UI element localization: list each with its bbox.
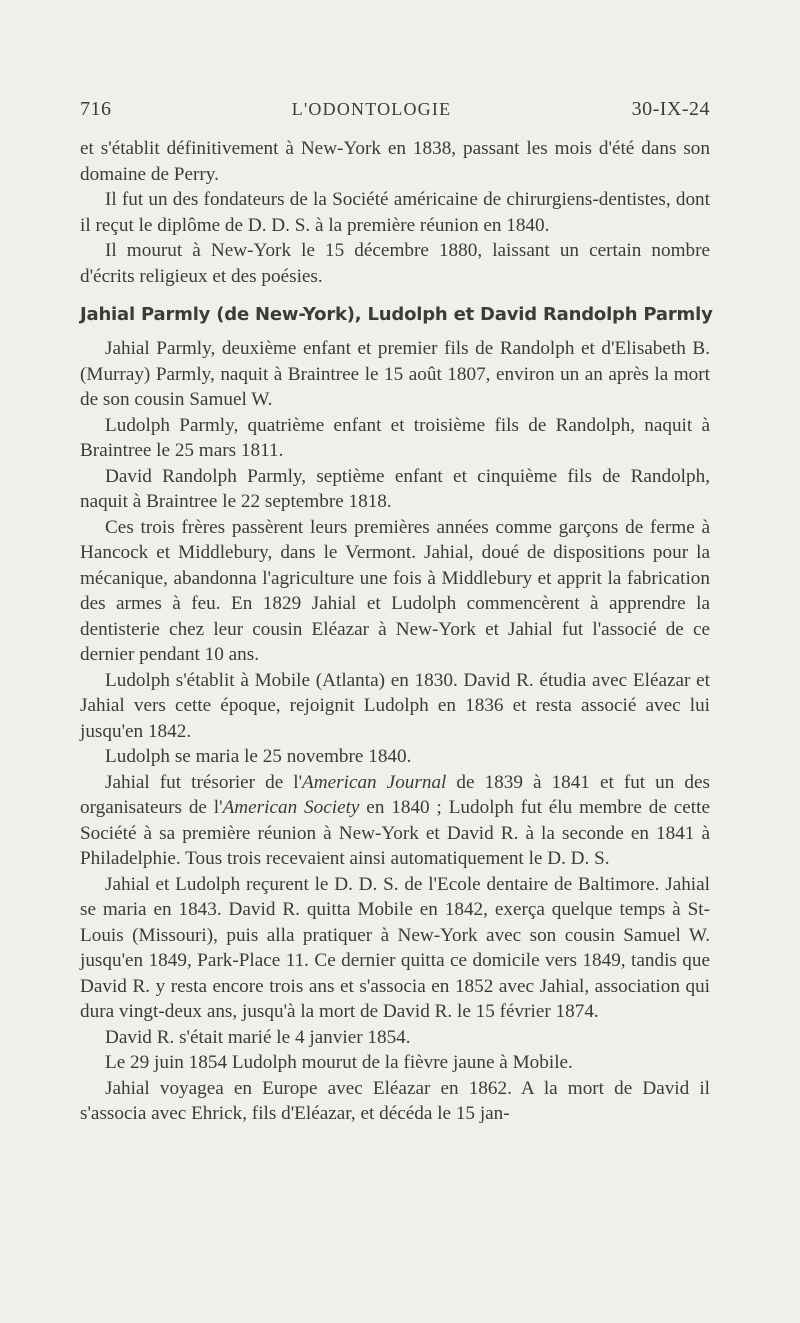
running-header	[80, 98, 710, 122]
paragraph: Ludolph s'établit à Mobile (Atlanta) en 1830. David R. étudia avec Eléazar et Jahial vers cette époque, rejoignit Ludolph en 1836 et resta associé avec lui jusqu'en 1842.	[80, 669, 710, 742]
paragraph: Jahial voyagea en Europe avec Eléazar en 1862. A la mort de David il s'associa avec Ehrick, fils d'Eléazar, et décéda le 15 jan-	[80, 1077, 710, 1124]
paragraph: Ces trois frères passèrent leurs premières années comme garçons de ferme à Hancock et Middlebury, dans le Vermont. Jahial, doué de dispositions pour la mécanique, abandonna l'agriculture une fois à Middlebury et apprit la fabrication des armes à feu. En 1829 Jahial et Ludolph commencèrent à apprendre la dentisterie chez leur cousin Eléazar à New-York et Jahial fut l'associé de ce dernier pendant 10 ans.	[80, 516, 710, 665]
paragraph: David Randolph Parmly, septième enfant et cinquième fils de Randolph, naquit à Braintree le 22 septembre 1818.	[80, 465, 710, 512]
text-run: en 1840 ; Ludolph fut élu membre de cette Société à sa première réunion à New-York et David R. à la seconde en 1841 à Philadelphie. Tous trois recevaient ainsi automatiquement le D. D. S.	[80, 797, 710, 869]
paragraph: Le 29 juin 1854 Ludolph mourut de la fièvre jaune à Mobile.	[105, 1052, 573, 1073]
paragraph: Jahial Parmly, deuxième enfant et premier fils de Randolph et d'Elisabeth B. (Murray) Parmly, naquit à Braintree le 15 août 1807, environ un an après la mort de son cousin Samuel W.	[80, 338, 710, 410]
issue-date: 30-IX-24	[631, 98, 710, 120]
society-name: American Society	[222, 797, 360, 818]
journal-name: American Journal	[302, 771, 447, 793]
paragraph: Jahial et Ludolph reçurent le D. D. S. de l'Ecole dentaire de Baltimore. Jahial se maria en 1843. David R. quitta Mobile en 1842, exerça quelque temps à St-Louis (Missouri), puis alla pratiquer à New-York avec son cousin Samuel W. jusqu'en 1849, Park-Place 11. Ce dernier quitta ce domicile vers 1849, tandis que David R. y resta encore trois ans et s'associa en 1852 avec Jahial, association qui dura vingt-deux ans, jusqu'à la mort de David R. le 15 février 1874.	[80, 873, 710, 1022]
page-number: 716	[80, 98, 112, 120]
paragraph: Ludolph se maria le 25 novembre 1840.	[105, 746, 412, 767]
paragraph: David R. s'était marié le 4 janvier 1854.	[105, 1026, 411, 1048]
text-run: Jahial fut trésorier de l'	[105, 771, 303, 793]
text-run: de 1839 à 1841 et fut un des organisateurs de l'	[80, 771, 710, 818]
paragraph	[80, 770, 710, 872]
paragraph: et s'établit définitivement à New-York en 1838, passant les mois d'été dans son domaine de Perry.	[80, 138, 710, 185]
paragraph: Il fut un des fondateurs de la Société américaine de chirurgiens-dentistes, dont il reçut le diplôme de D. D. S. à la première réunion en 1840.	[80, 189, 710, 236]
section-heading: Jahial Parmly (de New-York), Ludolph et David Randolph Parmly	[80, 304, 713, 325]
page	[80, 98, 713, 1127]
paragraph: Ludolph Parmly, quatrième enfant et troisième fils de Randolph, naquit à Braintree le 25 mars 1811.	[80, 414, 710, 461]
paragraph: Il mourut à New-York le 15 décembre 1880, laissant un certain nombre d'écrits religieux et des poésies.	[80, 240, 710, 287]
journal-title: L'ODONTOLOGIE	[291, 99, 452, 119]
